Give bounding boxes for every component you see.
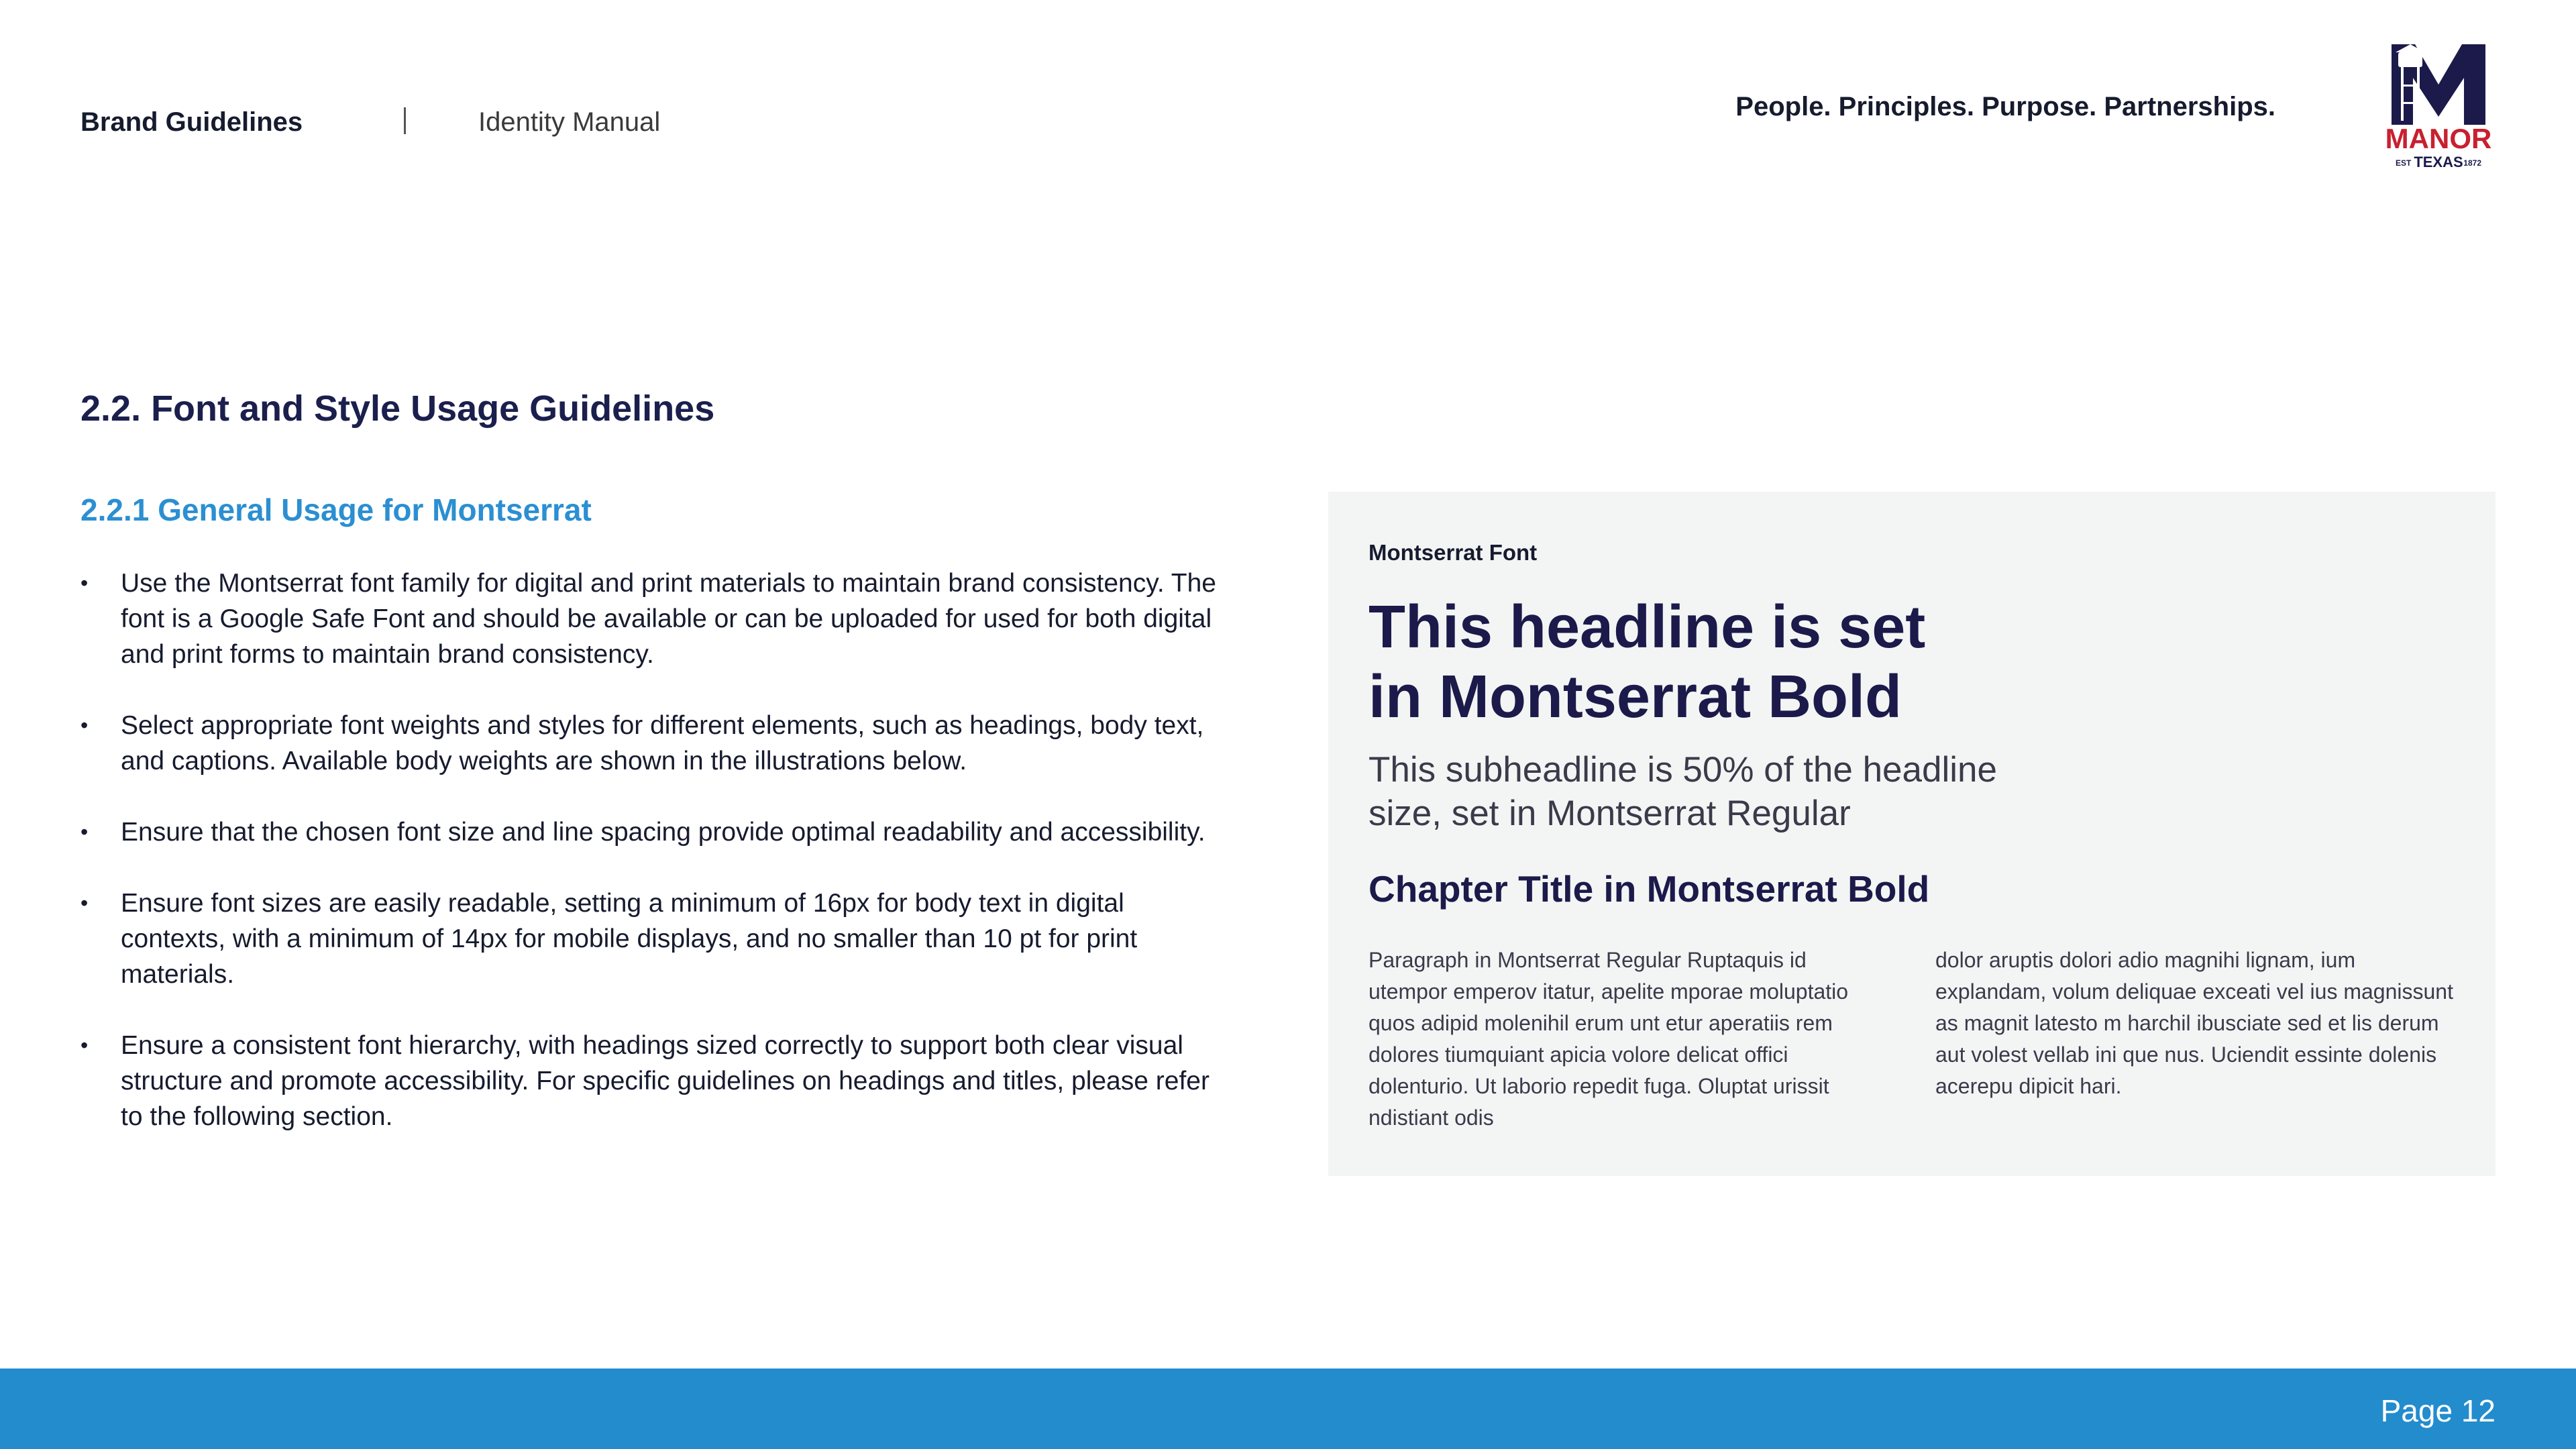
page-number: Page 12 — [2380, 1393, 2496, 1428]
tagline: People. Principles. Purpose. Partnerships. — [1735, 92, 2275, 121]
bullet-dot: • — [80, 571, 89, 595]
sample-subheadline-line: This subheadline is 50% of the headline — [1368, 750, 1997, 790]
header-divider — [404, 107, 406, 134]
panel-label: Montserrat Font — [1368, 540, 1538, 565]
logo-state: TEXAS — [2414, 154, 2463, 170]
usage-bullet-list — [80, 566, 1234, 1170]
sample-chapter-title: Chapter Title in Montserrat Bold — [1368, 868, 1930, 910]
sample-headline-line: in Montserrat Bold — [1368, 663, 1902, 731]
list-item — [80, 566, 1234, 672]
font-sample-panel — [1328, 492, 2496, 1176]
sample-subheadline-line: size, set in Montserrat Regular — [1368, 794, 1851, 833]
sample-subheadline — [1368, 748, 2174, 835]
sample-headline-line: This headline is set — [1368, 594, 1926, 661]
sample-paragraph-column-2: dolor aruptis dolori adio magnihi lignam, ium explandam, volum deliquae exceati vel ius magnissunt as magnit latesto m harchil ibusciate sed et lis derum aut volest vellab ini que nus. Uciendit essinte dolenis acerepu dipicit hari. — [1935, 948, 2453, 1098]
bullet-dot: • — [80, 713, 89, 737]
logo-year: 1872 — [2463, 158, 2481, 168]
manor-texas-logo — [2378, 38, 2499, 172]
list-item — [80, 1028, 1234, 1134]
bullet-text: Ensure font sizes are easily readable, setting a minimum of 16px for body text in digital contexts, with a minimum of 14px for mobile displays, and no smaller than 10 pt for print materials. — [121, 889, 1138, 989]
bullet-dot: • — [80, 1033, 89, 1057]
list-item — [80, 708, 1234, 779]
bullet-text: Ensure a consistent font hierarchy, with headings sized correctly to support both clear visual structure and promote accessibility. For specific guidelines on headings and titles, please refer to the following section. — [121, 1031, 1210, 1131]
logo-est: EST — [2396, 158, 2412, 168]
sample-paragraph-column-1: Paragraph in Montserrat Regular Ruptaquis id utempor emperov itatur, apelite mporae moluptatio quos adipid molenihil erum unt etur aperatiis rem dolores tiumquiant apicia volore delicat offici dolenturio. Ut laborio repedit fuga. Oluptat urissit ndistiant odis — [1368, 948, 1849, 1130]
bullet-text: Select appropriate font weights and styles for different elements, such as headings, body text, and captions. Available body weights are shown in the illustrations below. — [121, 711, 1204, 775]
bullet-dot: • — [80, 891, 89, 915]
page-footer — [0, 1368, 2576, 1449]
list-item — [80, 814, 1234, 850]
bullet-text: Ensure that the chosen font size and line spacing provide optimal readability and accessibility. — [121, 818, 1205, 847]
page-header — [0, 0, 2576, 174]
bullet-dot: • — [80, 820, 89, 844]
bullet-text: Use the Montserrat font family for digital and print materials to maintain brand consistency. The font is a Google Safe Font and should be available or can be uploaded for used for both digital and print forms to maintain brand consistency. — [121, 569, 1216, 669]
sample-headline — [1368, 592, 2174, 732]
section-subtitle: 2.2.1 General Usage for Montserrat — [80, 492, 592, 527]
logo-wordmark: MANOR — [2385, 123, 2492, 154]
section-title: 2.2. Font and Style Usage Guidelines — [80, 388, 715, 429]
brand-subtitle: Identity Manual — [478, 107, 661, 137]
list-item — [80, 885, 1234, 992]
brand-title: Brand Guidelines — [80, 107, 303, 137]
